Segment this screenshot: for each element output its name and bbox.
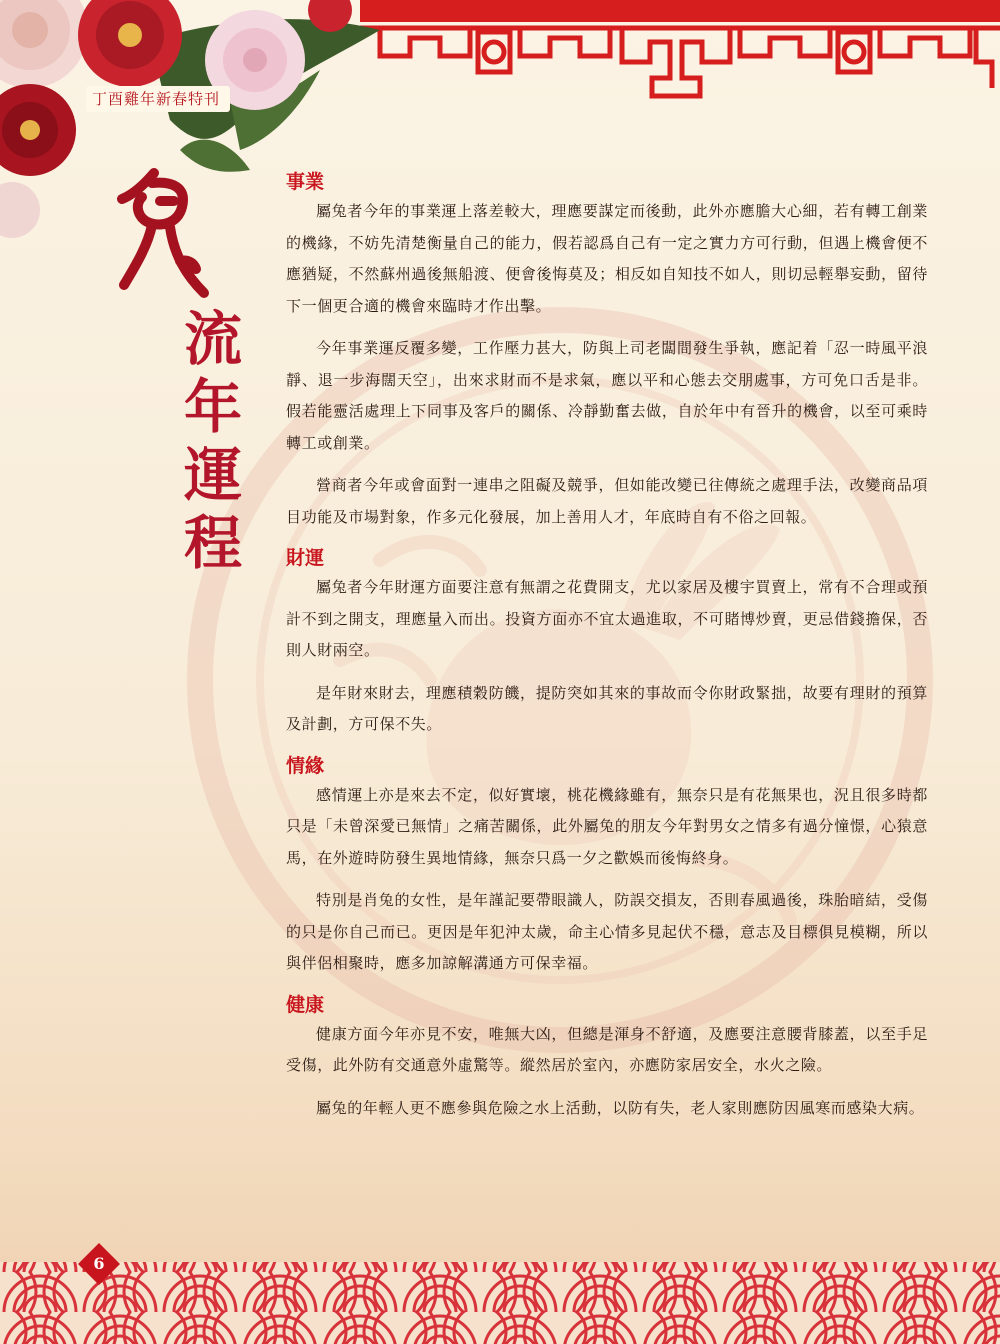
section-wealth <box>286 544 928 741</box>
special-issue-label: 丁酉雞年新春特刊 <box>86 86 230 112</box>
paragraph: 感情運上亦是來去不定，似好實壞，桃花機緣雖有，無奈只是有花無果也，況且很多時都只是「未曾深愛已無情」之痛苦關係，此外屬兔的朋友今年對男女之情多有過分憧憬，心猿意馬，在外遊時防發生異地情緣，無奈只爲一夕之歡娛而後悔終身。 <box>286 785 928 867</box>
paragraph: 屬兔的年輕人更不應參與危險之水上活動，以防有失，老人家則應防因風寒而感染大病。 <box>316 1098 925 1117</box>
paragraph: 營商者今年或會面對一連串之阻礙及競爭，但如能改變已往傳統之處理手法，改變商品項目功能及市場對象，作多元化發展，加上善用人才，年底時自有不俗之回報。 <box>286 476 928 526</box>
paragraph: 今年事業運反覆多變，工作壓力甚大，防與上司老闆間發生爭執，應記着「忍一時風平浪靜、退一步海闊天空」，出來求財而不是求氣，應以平和心態去交朋處事，方可免口舌是非。假若能靈活處理上下同事及客戶的關係、冷靜勤奮去做，自於年中有晉升的機會，以至可乘時轉工或創業。 <box>286 339 928 452</box>
seigaiha-waves-decoration <box>0 1232 1000 1344</box>
paragraph: 是年財來財去，理應積穀防饑，提防突如其來的事故而令你財政緊拙，故要有理財的預算及計劃，方可保不失。 <box>286 683 928 733</box>
title-char: 流 <box>183 305 242 373</box>
section-title: 財運 <box>286 547 325 569</box>
section-title: 健康 <box>286 993 325 1016</box>
chinese-fretwork-border <box>360 18 1000 103</box>
paragraph: 特別是肖兔的女性，是年謹記要帶眼識人，防誤交損友，否則春風過後，珠胎暗結，受傷的只是你自己而已。更因是年犯沖太歲，命主心情多見起伏不穩，意志及目標俱見模糊，所以與伴侶相聚時，應多加諒解溝通方可保幸福。 <box>286 891 928 972</box>
article-body <box>286 168 928 1135</box>
section-title: 事業 <box>286 171 325 193</box>
paragraph: 健康方面今年亦見不安，唯無大凶，但總是渾身不舒適，及應要注意腰背膝蓋，以至手足受傷，此外防有交通意外虛驚等。縱然居於室內，亦應防家居安全，水火之險。 <box>286 1024 928 1074</box>
title-char: 年 <box>183 373 242 441</box>
section-career <box>286 168 928 533</box>
page-number: 6 <box>93 1254 105 1273</box>
rabbit-seal-script-icon <box>112 165 212 305</box>
vertical-title <box>178 305 248 577</box>
section-title: 情緣 <box>286 754 325 777</box>
section-health <box>286 991 928 1125</box>
section-romance <box>286 752 928 980</box>
title-char: 程 <box>183 509 242 577</box>
title-char: 運 <box>183 441 242 509</box>
paragraph: 屬兔者今年財運方面要注意有無謂之花費開支，尤以家居及樓宇買賣上，常有不合理或預計不到之開支，理應量入而出。投資方面亦不宜太過進取，不可賭博炒賣，更忌借錢擔保，否則人財兩空。 <box>286 578 928 659</box>
paragraph: 屬兔者今年的事業運上落差較大，理應要謀定而後動，此外亦應膽大心細，若有轉工創業的機緣，不妨先清楚衡量自己的能力，假若認爲自己有一定之實力方可行動，但遇上機會便不應猶疑，不然蘇州過後無船渡、便會後悔莫及；相反如自知技不如人，則切忌輕舉妄動，留待下一個更合適的機會來臨時才作出擊。 <box>286 202 928 315</box>
